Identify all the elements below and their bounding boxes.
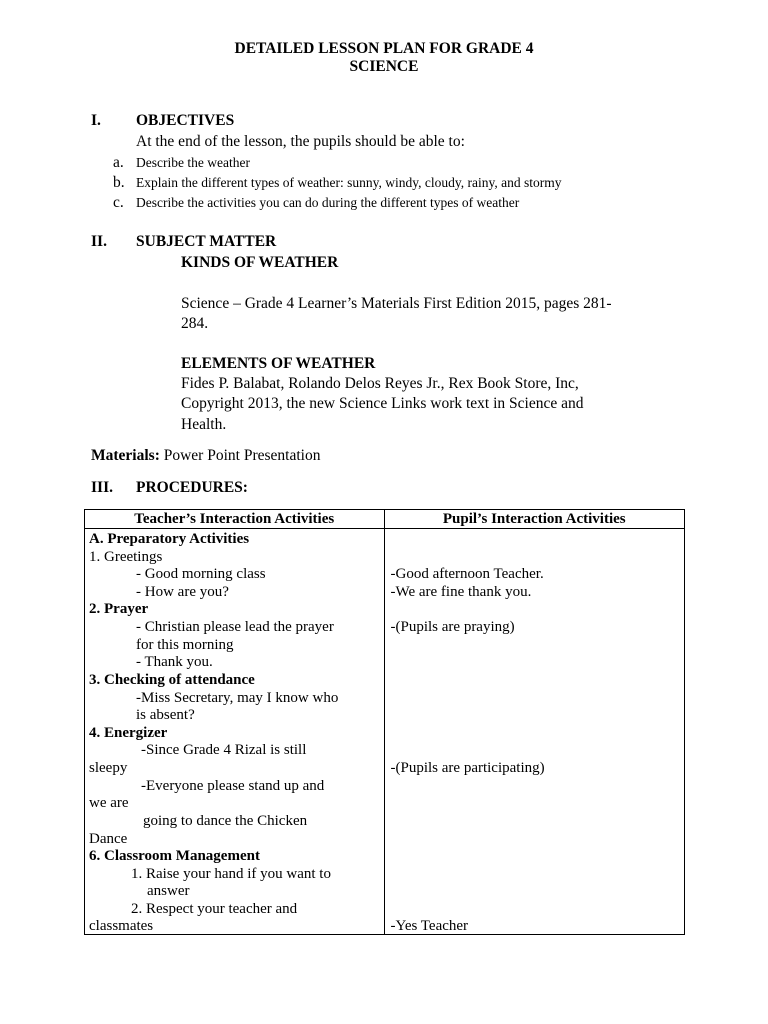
pupil-activities-cell bbox=[385, 529, 685, 934]
materials-line bbox=[91, 447, 320, 465]
subject-matter-number: II. bbox=[91, 233, 107, 250]
teacher-line: - How are you? bbox=[136, 584, 229, 600]
teacher-line: we are bbox=[89, 795, 129, 811]
teacher-line: going to dance the Chicken bbox=[143, 813, 308, 829]
teacher-line: A. Preparatory Activities bbox=[89, 531, 250, 547]
teacher-line: - Good morning class bbox=[136, 566, 266, 582]
teacher-line: 6. Classroom Management bbox=[89, 848, 260, 864]
reference-1-line2: 284. bbox=[181, 315, 209, 332]
teacher-line: sleepy bbox=[89, 760, 128, 776]
objective-letter-c: c. bbox=[113, 194, 124, 211]
doc-title-line2: SCIENCE bbox=[349, 58, 419, 75]
teacher-line: -Miss Secretary, may I know who bbox=[136, 690, 339, 706]
objective-item-b: Explain the different types of weather: sunny, windy, cloudy, rainy, and stormy bbox=[136, 175, 562, 190]
teacher-line: answer bbox=[147, 883, 190, 899]
pupil-line: -We are fine thank you. bbox=[390, 584, 532, 600]
objective-letter-b: b. bbox=[113, 174, 125, 191]
teacher-line: 2. Respect your teacher and bbox=[131, 901, 298, 917]
teacher-line: - Christian please lead the prayer bbox=[136, 619, 334, 635]
procedures-number: III. bbox=[91, 479, 113, 496]
subject-matter-heading: SUBJECT MATTER bbox=[136, 233, 277, 250]
doc-title-line1: DETAILED LESSON PLAN FOR GRADE 4 bbox=[234, 40, 534, 57]
teacher-line: is absent? bbox=[136, 707, 195, 723]
teacher-line: for this morning bbox=[136, 637, 234, 653]
teacher-line: 3. Checking of attendance bbox=[89, 672, 255, 688]
teacher-line: classmates bbox=[89, 918, 154, 934]
teacher-line: 2. Prayer bbox=[89, 601, 149, 617]
reference-2-line1: Fides P. Balabat, Rolando Delos Reyes Jr., Rex Book Store, Inc, bbox=[181, 375, 579, 392]
reference-1-line1: Science – Grade 4 Learner’s Materials First Edition 2015, pages 281- bbox=[181, 295, 612, 312]
materials-label: Materials: bbox=[91, 447, 160, 464]
teacher-line: 1. Greetings bbox=[89, 549, 163, 565]
pupil-line: -Yes Teacher bbox=[390, 918, 469, 934]
procedures-table bbox=[84, 509, 685, 935]
objectives-heading: OBJECTIVES bbox=[136, 112, 235, 129]
teacher-line: - Thank you. bbox=[136, 654, 213, 670]
pupil-line: -(Pupils are participating) bbox=[390, 760, 545, 776]
reference-2-line2: Copyright 2013, the new Science Links work text in Science and bbox=[181, 395, 584, 412]
teacher-line: 4. Energizer bbox=[89, 725, 168, 741]
teacher-line: -Since Grade 4 Rizal is still bbox=[141, 742, 307, 758]
materials-value: Power Point Presentation bbox=[163, 447, 321, 464]
objective-item-c: Describe the activities you can do during the different types of weather bbox=[136, 195, 520, 210]
pupil-line: -(Pupils are praying) bbox=[390, 619, 515, 635]
teacher-line: 1. Raise your hand if you want to bbox=[131, 866, 331, 882]
teacher-line: Dance bbox=[89, 831, 128, 847]
objective-letter-a: a. bbox=[113, 154, 124, 171]
teacher-activities-cell bbox=[85, 529, 384, 934]
topic-kinds-of-weather: KINDS OF WEATHER bbox=[181, 254, 339, 271]
reference-2-line3: Health. bbox=[181, 416, 227, 433]
objective-item-a: Describe the weather bbox=[136, 155, 250, 170]
objectives-number: I. bbox=[91, 112, 101, 129]
objectives-intro: At the end of the lesson, the pupils should be able to: bbox=[136, 133, 465, 150]
teacher-line: -Everyone please stand up and bbox=[141, 778, 325, 794]
topic-elements-of-weather: ELEMENTS OF WEATHER bbox=[181, 355, 376, 372]
col-header-teacher: Teacher’s Interaction Activities bbox=[85, 510, 385, 529]
pupil-line: -Good afternoon Teacher. bbox=[390, 566, 544, 582]
col-header-pupil: Pupil’s Interaction Activities bbox=[384, 510, 685, 529]
procedures-heading: PROCEDURES: bbox=[136, 479, 248, 496]
